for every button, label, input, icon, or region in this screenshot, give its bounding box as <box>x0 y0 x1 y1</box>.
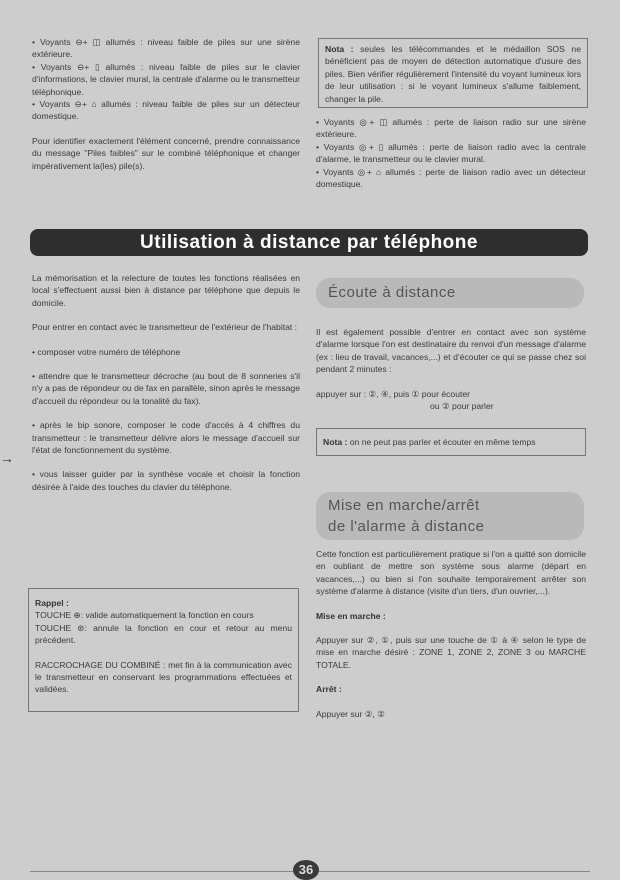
paragraph: Pour entrer en contact avec le transmetteur de l'extérieur de l'habitat : <box>32 322 298 333</box>
nota-box-ecoute <box>316 428 586 456</box>
rappel-line: TOUCHE ⊕: valide automatiquement la fonction en cours <box>35 610 254 621</box>
paragraph: • Voyants ⊖+ ⌂ allumés : niveau faible de piles sur un détecteur domestique. <box>32 99 300 122</box>
nota-text: seules les télécommandes et le médaillon SOS ne bénéficient pas de moyen de détection automatique d'usure des piles. Bien vérifier régulièrement l'intensité du voyant lumineux lors de leur utilisation : si le voyant lumineux s'allume faiblement, changer la pile. <box>325 44 581 104</box>
paragraph: • après le bip sonore, composer le code d'accès à 4 chiffres du transmetteur : le transmetteur délivre alors le message d'accueil sur l'état de fonctionnement du système. <box>32 420 300 456</box>
ecoute-heading: Écoute à distance <box>316 278 584 308</box>
mise-section <box>316 548 586 720</box>
marche-label: Mise en marche : <box>316 610 386 621</box>
rappel-box <box>28 588 299 712</box>
battery-list <box>32 36 300 172</box>
ecoute-section <box>316 326 586 412</box>
mise-heading-line: Mise en marche/arrêt <box>328 497 480 514</box>
nota-label: Nota : <box>323 437 348 447</box>
left-column <box>32 272 300 493</box>
paragraph: • vous laisser guider par la synthèse vocale et choisir la fonction désirée à l'aide des touches du clavier du téléphone. <box>32 469 300 492</box>
mise-heading-line: de l'alarme à distance <box>328 518 485 535</box>
paragraph: • Voyants ⊖+ ◫ allumés : niveau faible de piles sur une sirène extérieure. <box>32 37 300 60</box>
arret-label: Arrêt : <box>316 684 342 695</box>
paragraph: Pour identifier exactement l'élément concerné, prendre connaissance du message "Piles faibles" sur le combiné téléphonique et changer impérativement la(les) pile(s). <box>32 135 300 171</box>
paragraph: Il est également possible d'entrer en contact avec son système d'alarme lorsque l'on est destinataire du renvoi d'un message d'alarme (ex : lieu de travail, vacances,...) et d'écouter ce qui se passe chez soi pendant 2 minutes : <box>316 327 586 375</box>
radio-list <box>316 116 586 190</box>
page-number: 36 <box>293 860 319 880</box>
paragraph: • Voyants ⊖+ ▯ allumés : niveau faible de piles sur le clavier d'informations, le clavier mural, la centrale d'alarme ou le transmetteur téléphonique. <box>32 61 300 97</box>
paragraph: • Voyants ◎+ ⌂ allumés : perte de liaison radio avec un détecteur domestique. <box>316 166 586 190</box>
nota-label: Nota : <box>325 44 354 54</box>
paragraph: • Voyants ◎+ ◫ allumés : perte de liaison radio sur une sirène extérieure. <box>316 117 586 140</box>
paragraph: • composer votre numéro de téléphone <box>32 346 181 357</box>
nota-box <box>318 38 588 108</box>
paragraph: • Voyants ◎+ ▯ allumés : perte de liaison radio avec la centrale d'alarme, le transmetteur ou le clavier mural. <box>316 141 586 165</box>
nota-text: on ne peut pas parler et écouter en même temps <box>347 437 536 447</box>
paragraph: Appuyer sur ②, ② <box>316 708 385 719</box>
section-title: Utilisation à distance par téléphone <box>30 229 588 256</box>
step: ou ② pour parler <box>430 401 494 412</box>
rappel-label: Rappel : <box>35 598 69 608</box>
step: appuyer sur : ②, ④, puis ① pour écouter <box>316 388 470 399</box>
paragraph: Appuyer sur ②, ①, puis sur une touche de ① à ④ selon le type de mise en marche désiré : ZONE 1, ZONE 2, ZONE 3 ou MARCHE TOTALE. <box>316 635 586 670</box>
rappel-line: TOUCHE ⊛: annule la fonction en cour et retour au menu précédent. <box>35 622 292 646</box>
paragraph: • attendre que le transmetteur décroche (au bout de 8 sonneries s'il n'y a pas de répondeur ou de fax en parallèle, sinon après le message d'accueil du répondeur ou la tonalité du fax). <box>32 371 300 406</box>
rappel-line: RACCROCHAGE DU COMBINÉ : met fin à la communication avec le transmetteur en conservant les programmations effectuées et validées. <box>35 659 292 695</box>
paragraph: La mémorisation et la relecture de toutes les fonctions réalisées en local s'effectuent aussi bien à distance par téléphone que depuis le domicile. <box>32 273 300 308</box>
margin-arrow: → <box>0 450 14 466</box>
paragraph: Cette fonction est particulièrement pratique si l'on a quitté son domicile en oubliant de mettre son système sous alarme (départ en vacances,...) ou bien si l'on souhaite temporairement arrêter son système d'alarme à distance (visite d'un tiers, d'un ouvrier,...). <box>316 549 586 597</box>
mise-heading <box>316 492 584 540</box>
